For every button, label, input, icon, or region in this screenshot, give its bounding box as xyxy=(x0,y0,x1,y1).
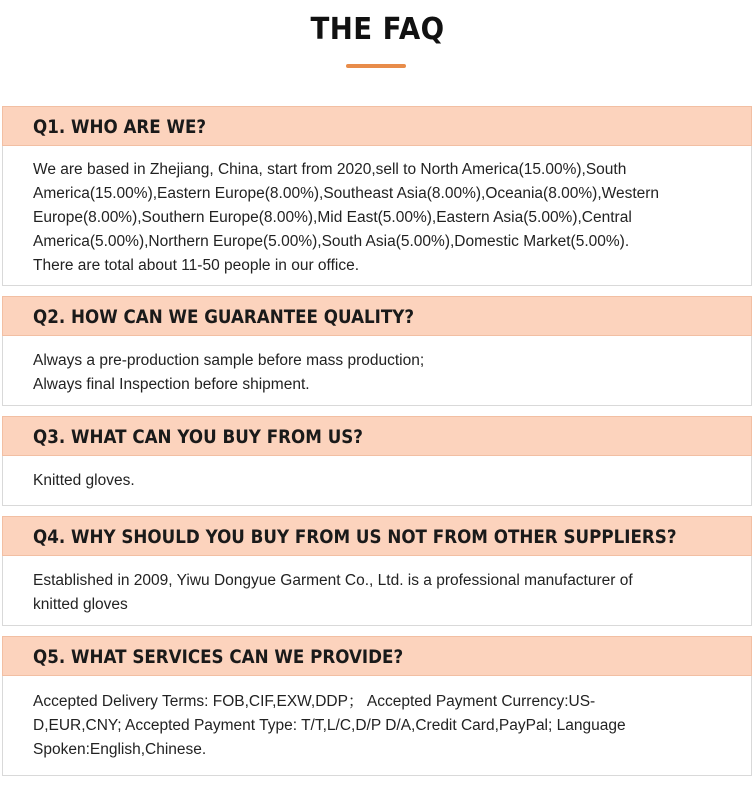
faq-question-5-text: Q5. WHAT SERVICES CAN WE PROVIDE? xyxy=(33,646,404,668)
faq-question-2 xyxy=(2,296,752,336)
faq-question-5 xyxy=(2,636,752,676)
faq-answer-1-line: America(15.00%),Eastern Europe(8.00%),Southeast Asia(8.00%),Oceania(8.00%),Western xyxy=(33,185,660,202)
faq-answer-5-line: D,EUR,CNY; Accepted Payment Type: T/T,L/C,D/P D/A,Credit Card,PayPal; Language xyxy=(33,717,626,734)
faq-question-1-text: Q1. WHO ARE WE? xyxy=(33,116,207,138)
faq-question-3 xyxy=(2,416,752,456)
faq-answer-5-line: Accepted Delivery Terms: FOB,CIF,EXW,DDP； Accepted Payment Currency:US- xyxy=(33,693,596,710)
faq-answer-1-line: We are based in Zhejiang, China, start from 2020,sell to North America(15.00%),South xyxy=(33,161,627,178)
faq-answer-1 xyxy=(2,146,752,286)
faq-answer-4 xyxy=(2,556,752,626)
faq-answer-2-line: Always a pre-production sample before mass production; xyxy=(33,352,425,369)
faq-answer-4-line: knitted gloves xyxy=(33,596,128,613)
faq-answer-4-line: Established in 2009, Yiwu Dongyue Garment Co., Ltd. is a professional manufacturer of xyxy=(33,572,633,589)
faq-answer-1-line: Europe(8.00%),Southern Europe(8.00%),Mid East(5.00%),Eastern Asia(5.00%),Central xyxy=(33,209,632,226)
faq-answer-1-line: America(5.00%),Northern Europe(5.00%),South Asia(5.00%),Domestic Market(5.00%). xyxy=(33,233,630,250)
faq-answer-1-line: There are total about 11-50 people in our office. xyxy=(33,257,360,274)
faq-answer-5 xyxy=(2,676,752,776)
faq-question-3-text: Q3. WHAT CAN YOU BUY FROM US? xyxy=(33,426,364,448)
faq-answer-3 xyxy=(2,456,752,506)
faq-answer-5-line: Spoken:English,Chinese. xyxy=(33,741,207,758)
faq-question-1 xyxy=(2,106,752,146)
title-underline xyxy=(346,64,406,68)
faq-answer-3-line: Knitted gloves. xyxy=(33,472,135,489)
faq-answer-2-line: Always final Inspection before shipment. xyxy=(33,376,310,393)
faq-question-2-text: Q2. HOW CAN WE GUARANTEE QUALITY? xyxy=(33,306,415,328)
page-title: THE FAQ xyxy=(310,12,445,47)
faq-question-4-text: Q4. WHY SHOULD YOU BUY FROM US NOT FROM OTHER SUPPLIERS? xyxy=(33,526,677,548)
faq-answer-2 xyxy=(2,336,752,406)
faq-question-4 xyxy=(2,516,752,556)
